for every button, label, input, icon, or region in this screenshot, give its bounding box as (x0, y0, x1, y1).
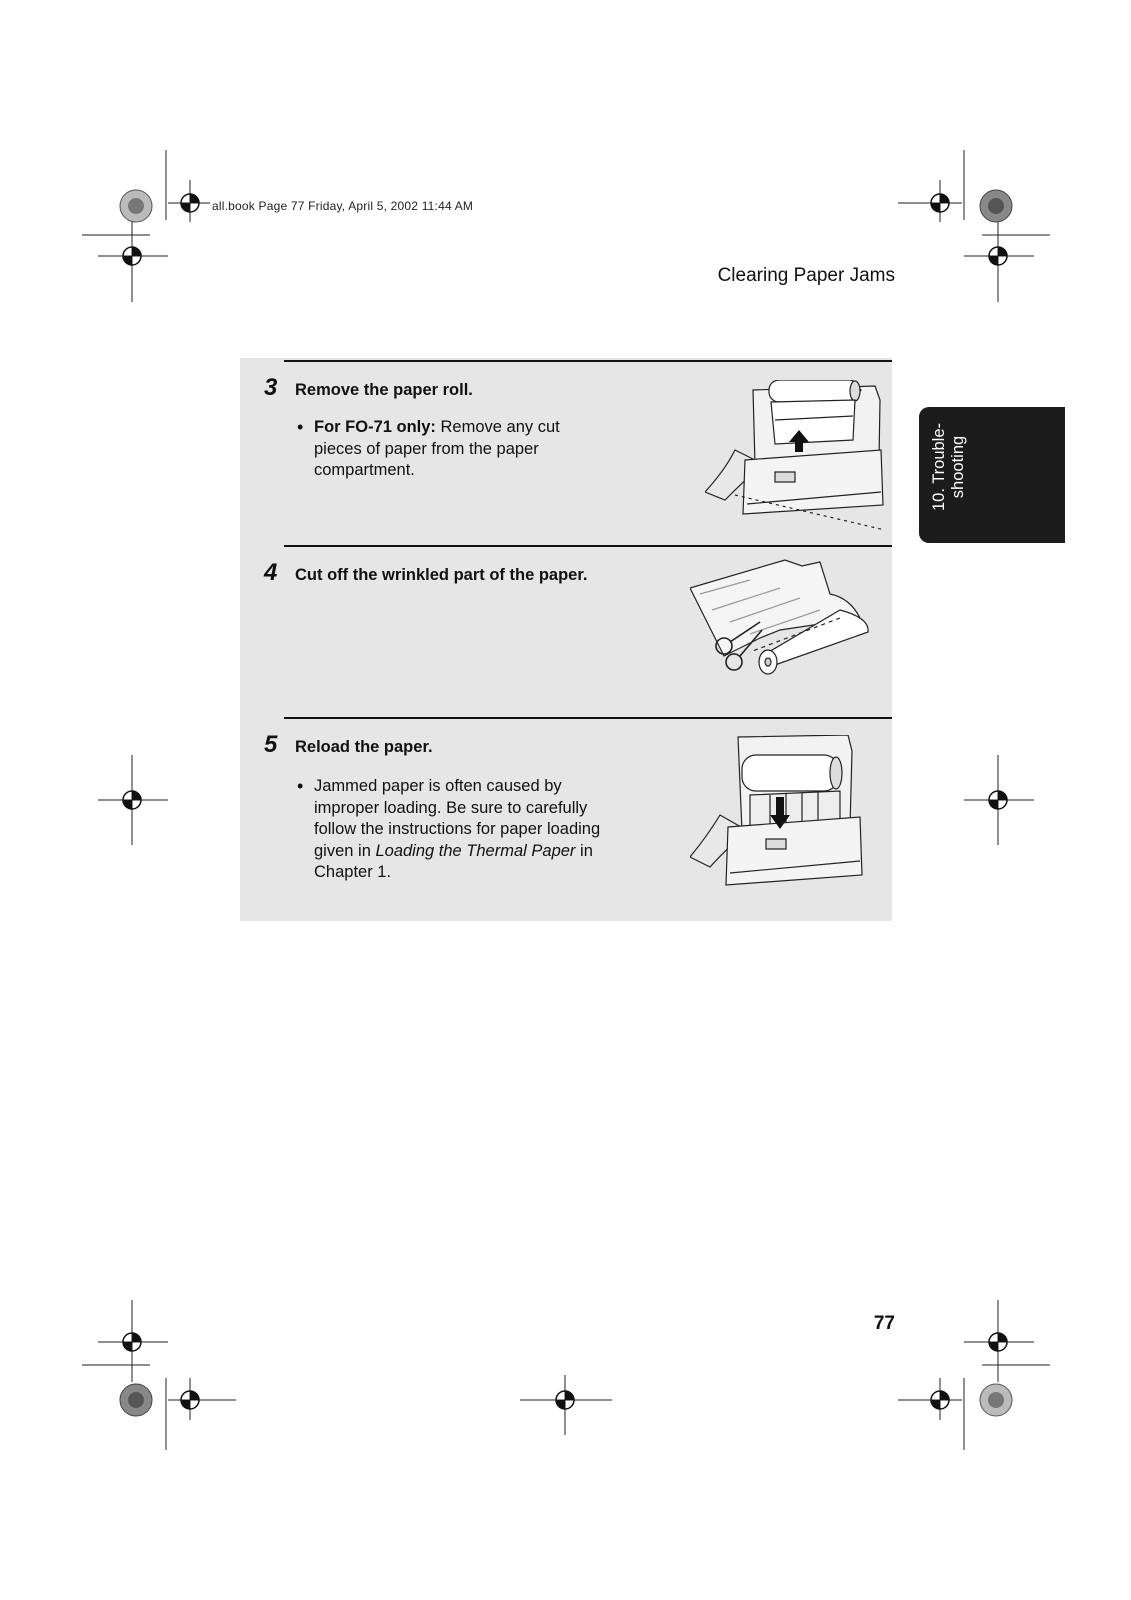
bullet: • (297, 417, 304, 437)
fax-remove-roll-illustration (705, 380, 895, 530)
print-header-line: all.book Page 77 Friday, April 5, 2002 11:44 AM (212, 199, 474, 213)
chapter-tab-label (930, 397, 968, 537)
bullet-body: Remove any cut pieces of paper from the paper compartment. (314, 418, 560, 479)
bullet: • (297, 776, 304, 796)
bullet-body-after: in Chapter 1. (314, 841, 593, 881)
step-bullet-text (314, 417, 604, 482)
page-title: Clearing Paper Jams (717, 265, 895, 286)
bullet-bold-label: For FO-71 only: (314, 418, 436, 436)
chapter-tab-line2: shooting (949, 435, 967, 499)
page-number: 77 (873, 1313, 895, 1334)
step-title: Cut off the wrinkled part of the paper. (295, 566, 588, 584)
step-divider (284, 545, 892, 547)
step-divider (284, 360, 892, 362)
fax-reload-roll-illustration (690, 735, 890, 895)
step-bullet-text (314, 776, 614, 884)
step-title: Reload the paper. (295, 738, 433, 756)
step-number: 5 (264, 731, 278, 758)
step-number: 4 (264, 559, 278, 586)
bullet-italic-ref: Loading the Thermal Paper (375, 841, 576, 860)
step-title: Remove the paper roll. (295, 381, 473, 399)
bullet-body-before: Jammed paper is often caused by improper loading. Be sure to carefully follow the instructions for paper loading given in (314, 777, 601, 860)
scissors-cut-illustration (690, 558, 880, 688)
chapter-tab-line1: 10. Trouble- (930, 422, 948, 512)
step-number: 3 (264, 374, 278, 401)
step-divider (284, 717, 892, 719)
